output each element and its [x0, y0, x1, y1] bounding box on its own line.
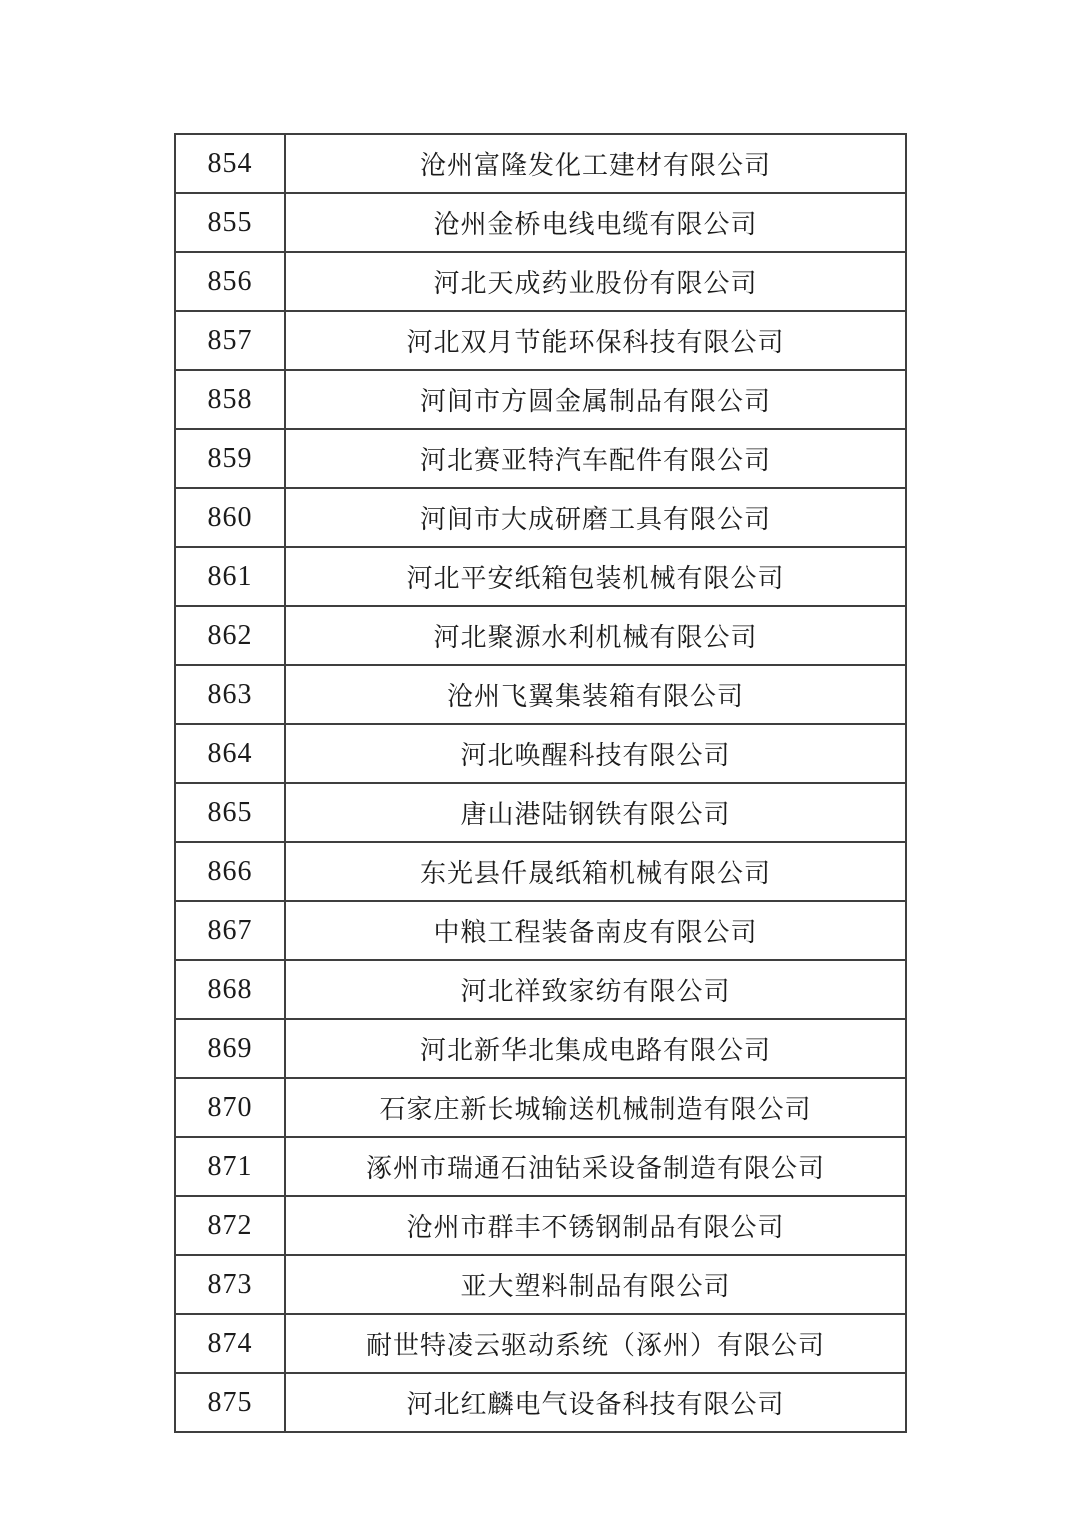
table-row — [175, 1314, 906, 1373]
company-name: 沧州飞翼集装箱有限公司 — [285, 665, 906, 724]
table-row — [175, 842, 906, 901]
row-number: 855 — [175, 193, 285, 252]
company-table — [174, 133, 907, 1433]
table-row — [175, 1078, 906, 1137]
row-number: 862 — [175, 606, 285, 665]
company-name: 沧州金桥电线电缆有限公司 — [285, 193, 906, 252]
company-table-body — [175, 134, 906, 1432]
company-name: 河间市方圆金属制品有限公司 — [285, 370, 906, 429]
table-row — [175, 1373, 906, 1432]
row-number: 860 — [175, 488, 285, 547]
table-row — [175, 1019, 906, 1078]
row-number: 859 — [175, 429, 285, 488]
table-row — [175, 488, 906, 547]
row-number: 875 — [175, 1373, 285, 1432]
company-name: 河间市大成研磨工具有限公司 — [285, 488, 906, 547]
table-row — [175, 1196, 906, 1255]
table-row — [175, 606, 906, 665]
company-name: 河北赛亚特汽车配件有限公司 — [285, 429, 906, 488]
row-number: 873 — [175, 1255, 285, 1314]
company-name: 河北祥致家纺有限公司 — [285, 960, 906, 1019]
table-row — [175, 665, 906, 724]
row-number: 871 — [175, 1137, 285, 1196]
company-name: 河北唤醒科技有限公司 — [285, 724, 906, 783]
company-name: 石家庄新长城输送机械制造有限公司 — [285, 1078, 906, 1137]
company-name: 唐山港陆钢铁有限公司 — [285, 783, 906, 842]
row-number: 874 — [175, 1314, 285, 1373]
row-number: 865 — [175, 783, 285, 842]
row-number: 857 — [175, 311, 285, 370]
table-row — [175, 724, 906, 783]
row-number: 856 — [175, 252, 285, 311]
row-number: 870 — [175, 1078, 285, 1137]
company-name: 河北平安纸箱包装机械有限公司 — [285, 547, 906, 606]
company-name: 河北聚源水利机械有限公司 — [285, 606, 906, 665]
table-row — [175, 783, 906, 842]
row-number: 861 — [175, 547, 285, 606]
row-number: 864 — [175, 724, 285, 783]
table-row — [175, 370, 906, 429]
table-row — [175, 311, 906, 370]
company-name: 河北天成药业股份有限公司 — [285, 252, 906, 311]
company-name: 涿州市瑞通石油钻采设备制造有限公司 — [285, 1137, 906, 1196]
row-number: 868 — [175, 960, 285, 1019]
table-row — [175, 960, 906, 1019]
table-row — [175, 252, 906, 311]
row-number: 869 — [175, 1019, 285, 1078]
company-name: 东光县仟晟纸箱机械有限公司 — [285, 842, 906, 901]
row-number: 854 — [175, 134, 285, 193]
company-name: 河北红麟电气设备科技有限公司 — [285, 1373, 906, 1432]
row-number: 867 — [175, 901, 285, 960]
company-name: 亚大塑料制品有限公司 — [285, 1255, 906, 1314]
table-row — [175, 134, 906, 193]
row-number: 863 — [175, 665, 285, 724]
company-name: 沧州富隆发化工建材有限公司 — [285, 134, 906, 193]
row-number: 872 — [175, 1196, 285, 1255]
table-row — [175, 1255, 906, 1314]
company-name: 沧州市群丰不锈钢制品有限公司 — [285, 1196, 906, 1255]
company-name: 河北新华北集成电路有限公司 — [285, 1019, 906, 1078]
company-name: 河北双月节能环保科技有限公司 — [285, 311, 906, 370]
row-number: 858 — [175, 370, 285, 429]
company-name: 中粮工程装备南皮有限公司 — [285, 901, 906, 960]
table-row — [175, 429, 906, 488]
table-row — [175, 547, 906, 606]
table-row — [175, 1137, 906, 1196]
company-name: 耐世特凌云驱动系统（涿州）有限公司 — [285, 1314, 906, 1373]
table-row — [175, 901, 906, 960]
row-number: 866 — [175, 842, 285, 901]
table-row — [175, 193, 906, 252]
